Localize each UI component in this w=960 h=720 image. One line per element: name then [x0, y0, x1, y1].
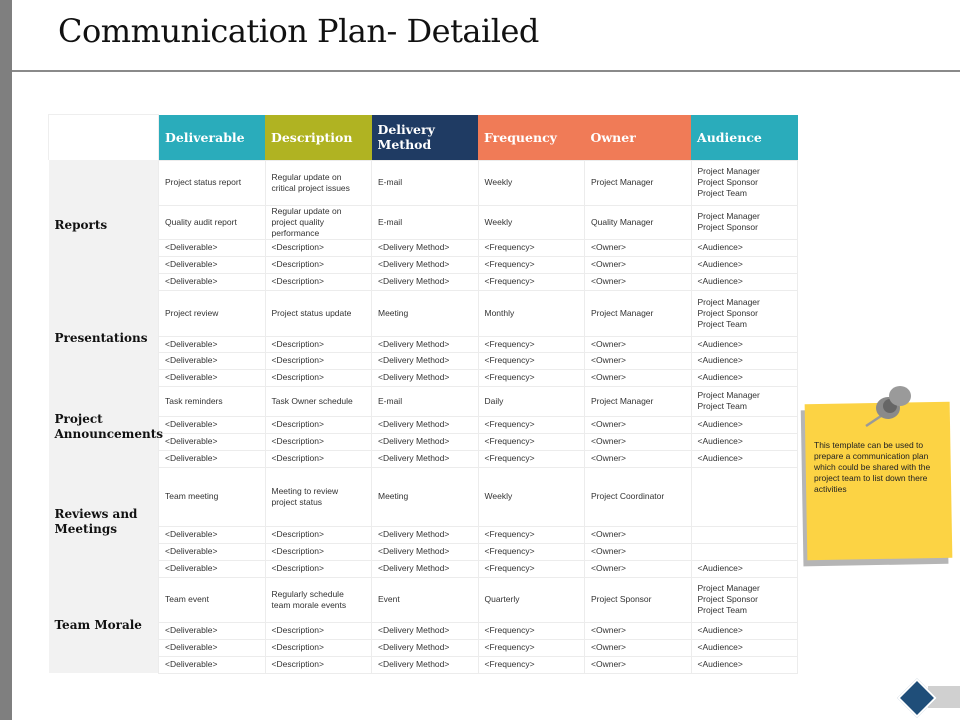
- page-title: Communication Plan- Detailed: [58, 12, 539, 50]
- cell-owner: <Owner>: [585, 416, 692, 433]
- cell-delivery-method: <Delivery Method>: [372, 352, 479, 369]
- cell-frequency: Weekly: [478, 160, 585, 205]
- table-row: [49, 369, 798, 386]
- cell-delivery-method: <Delivery Method>: [372, 416, 479, 433]
- column-header-frequency: Frequency: [478, 115, 585, 161]
- table-row: [49, 273, 798, 290]
- cell-delivery-method: <Delivery Method>: [372, 622, 479, 639]
- table-row: [49, 239, 798, 256]
- cell-frequency: <Frequency>: [478, 622, 585, 639]
- cell-deliverable: <Deliverable>: [159, 239, 266, 256]
- cell-audience: [691, 543, 798, 560]
- cell-description: <Description>: [265, 433, 372, 450]
- cell-deliverable: <Deliverable>: [159, 639, 266, 656]
- cell-delivery-method: <Delivery Method>: [372, 560, 479, 577]
- cell-owner: Project Manager: [585, 386, 692, 416]
- cell-description: <Description>: [265, 560, 372, 577]
- cell-frequency: <Frequency>: [478, 256, 585, 273]
- table-row: [49, 656, 798, 673]
- cell-audience: <Audience>: [691, 433, 798, 450]
- cell-delivery-method: <Delivery Method>: [372, 369, 479, 386]
- cell-description: <Description>: [265, 352, 372, 369]
- category-label: Reports: [49, 160, 159, 290]
- cell-frequency: <Frequency>: [478, 239, 585, 256]
- cell-owner: <Owner>: [585, 352, 692, 369]
- cell-owner: <Owner>: [585, 433, 692, 450]
- pushpin-icon: [860, 384, 920, 434]
- cell-owner: <Owner>: [585, 336, 692, 352]
- cell-audience: <Audience>: [691, 622, 798, 639]
- cell-audience: Project Manager Project Sponsor Project Team: [691, 160, 798, 205]
- cell-delivery-method: <Delivery Method>: [372, 273, 479, 290]
- cell-owner: Project Coordinator: [585, 467, 692, 526]
- cell-deliverable: <Deliverable>: [159, 560, 266, 577]
- cell-description: <Description>: [265, 656, 372, 673]
- cell-description: <Description>: [265, 543, 372, 560]
- category-label: Project Announcements: [49, 386, 159, 467]
- cell-audience: <Audience>: [691, 239, 798, 256]
- cell-frequency: <Frequency>: [478, 639, 585, 656]
- cell-owner: <Owner>: [585, 639, 692, 656]
- cell-deliverable: <Deliverable>: [159, 256, 266, 273]
- cell-owner: Project Sponsor: [585, 577, 692, 622]
- cell-audience: Project Manager Project Sponsor Project Team: [691, 290, 798, 336]
- column-header-deliverable: Deliverable: [159, 115, 266, 161]
- cell-delivery-method: Meeting: [372, 290, 479, 336]
- cell-frequency: <Frequency>: [478, 450, 585, 467]
- cell-delivery-method: E-mail: [372, 205, 479, 239]
- cell-audience: <Audience>: [691, 256, 798, 273]
- communication-plan-table: [48, 114, 798, 674]
- cell-delivery-method: Event: [372, 577, 479, 622]
- cell-deliverable: <Deliverable>: [159, 433, 266, 450]
- cell-description: Task Owner schedule: [265, 386, 372, 416]
- cell-description: <Description>: [265, 416, 372, 433]
- cell-owner: <Owner>: [585, 560, 692, 577]
- table-row: [49, 290, 798, 336]
- table-row: [49, 543, 798, 560]
- cell-owner: <Owner>: [585, 256, 692, 273]
- cell-description: <Description>: [265, 639, 372, 656]
- header-blank: [49, 115, 159, 161]
- cell-audience: Project Manager Project Sponsor: [691, 205, 798, 239]
- cell-audience: <Audience>: [691, 369, 798, 386]
- cell-deliverable: <Deliverable>: [159, 450, 266, 467]
- cell-description: Regular update on critical project issues: [265, 160, 372, 205]
- table-row: [49, 639, 798, 656]
- cell-delivery-method: <Delivery Method>: [372, 336, 479, 352]
- cell-audience: [691, 526, 798, 543]
- cell-delivery-method: E-mail: [372, 160, 479, 205]
- cell-delivery-method: <Delivery Method>: [372, 450, 479, 467]
- cell-delivery-method: <Delivery Method>: [372, 433, 479, 450]
- cell-owner: Quality Manager: [585, 205, 692, 239]
- header-row: [49, 115, 798, 161]
- table-row: [49, 256, 798, 273]
- cell-deliverable: <Deliverable>: [159, 656, 266, 673]
- table-row: [49, 352, 798, 369]
- cell-description: Regularly schedule team morale events: [265, 577, 372, 622]
- cell-audience: <Audience>: [691, 273, 798, 290]
- cell-frequency: Monthly: [478, 290, 585, 336]
- cell-deliverable: Project status report: [159, 160, 266, 205]
- cell-deliverable: Project review: [159, 290, 266, 336]
- cell-description: Project status update: [265, 290, 372, 336]
- cell-frequency: <Frequency>: [478, 560, 585, 577]
- table-row: [49, 336, 798, 352]
- table-row: [49, 386, 798, 416]
- cell-delivery-method: <Delivery Method>: [372, 526, 479, 543]
- cell-deliverable: <Deliverable>: [159, 273, 266, 290]
- cell-deliverable: <Deliverable>: [159, 369, 266, 386]
- category-label: Presentations: [49, 290, 159, 386]
- left-sidebar-bar: [0, 0, 12, 720]
- cell-description: <Description>: [265, 526, 372, 543]
- cell-frequency: Weekly: [478, 205, 585, 239]
- column-header-audience: Audience: [691, 115, 798, 161]
- cell-owner: <Owner>: [585, 450, 692, 467]
- cell-frequency: <Frequency>: [478, 433, 585, 450]
- cell-audience: Project Manager Project Sponsor Project Team: [691, 577, 798, 622]
- cell-owner: <Owner>: [585, 656, 692, 673]
- cell-deliverable: <Deliverable>: [159, 352, 266, 369]
- cell-deliverable: <Deliverable>: [159, 526, 266, 543]
- cell-description: <Description>: [265, 450, 372, 467]
- cell-delivery-method: <Delivery Method>: [372, 656, 479, 673]
- cell-frequency: Weekly: [478, 467, 585, 526]
- cell-audience: [691, 467, 798, 526]
- column-header-delivery-method: Delivery Method: [372, 115, 479, 161]
- cell-delivery-method: E-mail: [372, 386, 479, 416]
- cell-frequency: <Frequency>: [478, 526, 585, 543]
- cell-description: <Description>: [265, 622, 372, 639]
- cell-audience: <Audience>: [691, 352, 798, 369]
- table-row: [49, 467, 798, 526]
- table-row: [49, 560, 798, 577]
- cell-description: <Description>: [265, 369, 372, 386]
- cell-audience: <Audience>: [691, 560, 798, 577]
- cell-deliverable: <Deliverable>: [159, 416, 266, 433]
- title-divider: [12, 70, 960, 72]
- table-row: [49, 577, 798, 622]
- table-row: [49, 526, 798, 543]
- column-header-description: Description: [265, 115, 372, 161]
- sticky-note-text: This template can be used to prepare a communication plan which could be shared with the project team to list down there activities: [814, 440, 931, 494]
- category-label: Reviews and Meetings: [49, 467, 159, 577]
- cell-owner: <Owner>: [585, 273, 692, 290]
- cell-audience: <Audience>: [691, 450, 798, 467]
- cell-frequency: Daily: [478, 386, 585, 416]
- cell-owner: <Owner>: [585, 526, 692, 543]
- cell-owner: <Owner>: [585, 369, 692, 386]
- table-row: [49, 622, 798, 639]
- cell-delivery-method: <Delivery Method>: [372, 543, 479, 560]
- cell-audience: <Audience>: [691, 656, 798, 673]
- cell-frequency: <Frequency>: [478, 336, 585, 352]
- cell-delivery-method: Meeting: [372, 467, 479, 526]
- cell-frequency: Quarterly: [478, 577, 585, 622]
- cell-deliverable: Team event: [159, 577, 266, 622]
- cell-description: Meeting to review project status: [265, 467, 372, 526]
- cell-owner: <Owner>: [585, 543, 692, 560]
- cell-description: <Description>: [265, 336, 372, 352]
- cell-frequency: <Frequency>: [478, 656, 585, 673]
- cell-audience: Project Manager Project Team: [691, 386, 798, 416]
- category-label: Team Morale: [49, 577, 159, 673]
- column-header-owner: Owner: [585, 115, 692, 161]
- cell-deliverable: Quality audit report: [159, 205, 266, 239]
- cell-deliverable: <Deliverable>: [159, 336, 266, 352]
- cell-deliverable: Task reminders: [159, 386, 266, 416]
- cell-description: Regular update on project quality performance: [265, 205, 372, 239]
- cell-frequency: <Frequency>: [478, 416, 585, 433]
- cell-delivery-method: <Delivery Method>: [372, 239, 479, 256]
- cell-frequency: <Frequency>: [478, 273, 585, 290]
- cell-audience: <Audience>: [691, 416, 798, 433]
- cell-owner: <Owner>: [585, 622, 692, 639]
- cell-delivery-method: <Delivery Method>: [372, 639, 479, 656]
- cell-owner: Project Manager: [585, 160, 692, 205]
- cell-description: <Description>: [265, 256, 372, 273]
- cell-delivery-method: <Delivery Method>: [372, 256, 479, 273]
- table-row: [49, 160, 798, 205]
- cell-audience: <Audience>: [691, 639, 798, 656]
- table-row: [49, 205, 798, 239]
- cell-description: <Description>: [265, 273, 372, 290]
- cell-audience: <Audience>: [691, 336, 798, 352]
- cell-owner: Project Manager: [585, 290, 692, 336]
- cell-owner: <Owner>: [585, 239, 692, 256]
- cell-frequency: <Frequency>: [478, 543, 585, 560]
- cell-deliverable: <Deliverable>: [159, 622, 266, 639]
- cell-deliverable: Team meeting: [159, 467, 266, 526]
- table-row: [49, 450, 798, 467]
- cell-description: <Description>: [265, 239, 372, 256]
- cell-frequency: <Frequency>: [478, 369, 585, 386]
- cell-deliverable: <Deliverable>: [159, 543, 266, 560]
- next-slide-diamond-icon[interactable]: [897, 678, 937, 718]
- cell-frequency: <Frequency>: [478, 352, 585, 369]
